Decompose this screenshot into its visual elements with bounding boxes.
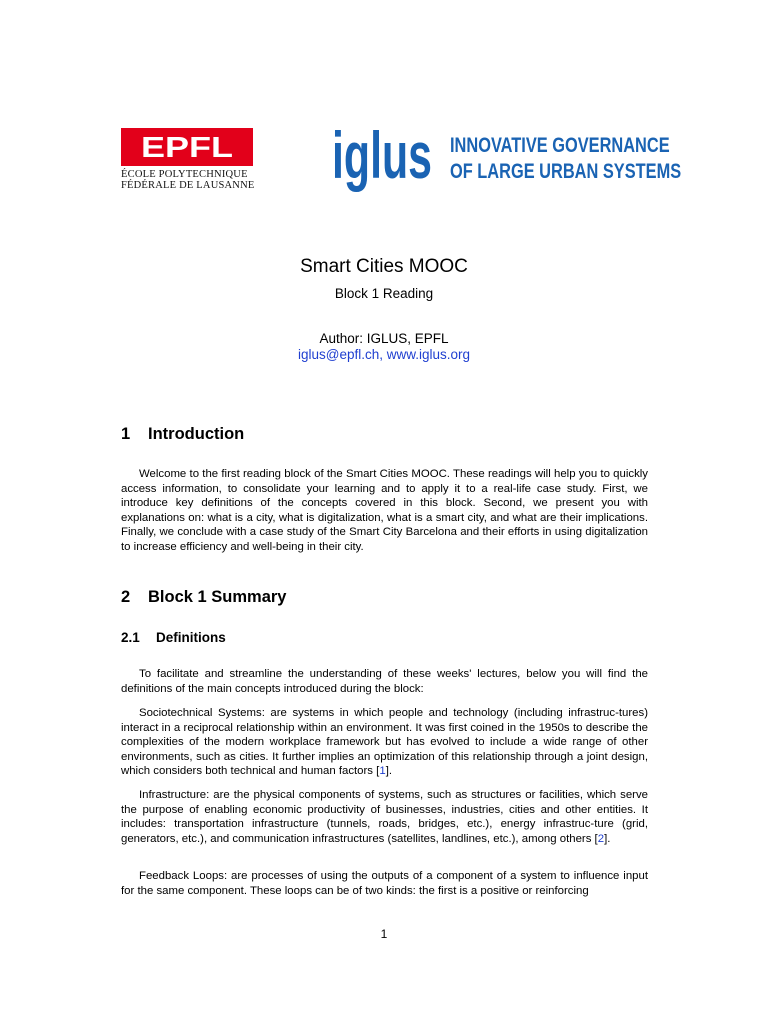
epfl-name-line-1: ÉCOLE POLYTECHNIQUE <box>121 169 248 180</box>
definitions-intro-paragraph: To facilitate and streamline the understanding of these weeks' lectures, below you will find the definitions of the main concepts introduced during the block: <box>121 668 648 695</box>
svg-text:EPFL: EPFL <box>141 132 233 164</box>
epfl-wordmark-box <box>121 128 253 166</box>
iglus-tagline-line-2: OF LARGE URBAN SYSTEMS <box>450 160 682 183</box>
subsection-number: 2.1 <box>121 630 140 645</box>
section-number: 2 <box>121 588 131 606</box>
definition-sociotechnical-systems: Sociotechnical Systems: are systems in which people and technology (including infrastruc-tures) interact in a reciprocal relationship within an environment. It was first coined in the 1950s to describe the complexities of the modern workplace framework but has evolved to include a wide range of other environments, such as cities. It further implies an optimization of this relationship through a joint design, which considers both technical and human factors [1]. <box>121 707 648 778</box>
iglus-logo-icon <box>331 118 433 192</box>
subsection-title: Definitions <box>156 630 226 645</box>
section-number: 1 <box>121 425 131 443</box>
document-subtitle: Block 1 Reading <box>334 286 434 301</box>
citation-link[interactable]: 1 <box>379 765 386 778</box>
intro-paragraph: Welcome to the first reading block of the Smart Cities MOOC. These readings will help you to quickly access information, to consolidate your learning and to apply it to a real-life case study. First, we introduce key definitions of the concepts covered in this block. Second, we present you with explanations on: what is a city, what is digitalization, what is a smart city, and what are their implications. Finally, we conclude with a case study of the Smart City Barcelona and their efforts in using digitalization to increase efficiency and well-being in their city. <box>121 468 648 553</box>
iglus-tagline-line-1: INNOVATIVE GOVERNANCE <box>450 134 670 157</box>
contact-links[interactable]: iglus@epfl.ch, www.iglus.org <box>297 347 471 362</box>
section-title: Block 1 Summary <box>148 588 287 606</box>
document-title: Smart Cities MOOC <box>300 256 468 277</box>
document-author: Author: IGLUS, EPFL <box>319 331 449 346</box>
iglus-tagline <box>450 133 681 185</box>
definition-infrastructure: Infrastructure: are the physical components of systems, such as structures or facilities, which serve the purpose of enabling economic productivity of businesses, industries, cities and other entities. It includes: transportation infrastructure (tunnels, roads, bridges, etc.), energy infrastruc-ture (grid, generators, etc.), and communication infrastructures (satellites, landlines, etc.), among others [2]. <box>121 789 648 845</box>
page-number: 1 <box>380 927 388 941</box>
subsection-heading-definitions <box>121 630 226 645</box>
epfl-logo <box>121 128 255 191</box>
definition-feedback-loops: Feedback Loops: are processes of using the outputs of a component of a system to influence input for the same component. These loops can be of two kinds: the first is a positive or reinforcing <box>121 870 648 897</box>
section-heading-introduction <box>121 425 244 444</box>
section-title: Introduction <box>148 425 245 443</box>
epfl-name-line-2: FÉDÉRALE DE LAUSANNE <box>121 180 255 191</box>
svg-text:iglus: iglus <box>332 118 432 192</box>
epfl-wordmark-icon <box>137 132 237 162</box>
section-heading-block-summary <box>121 588 286 607</box>
citation-link[interactable]: 2 <box>597 832 605 845</box>
